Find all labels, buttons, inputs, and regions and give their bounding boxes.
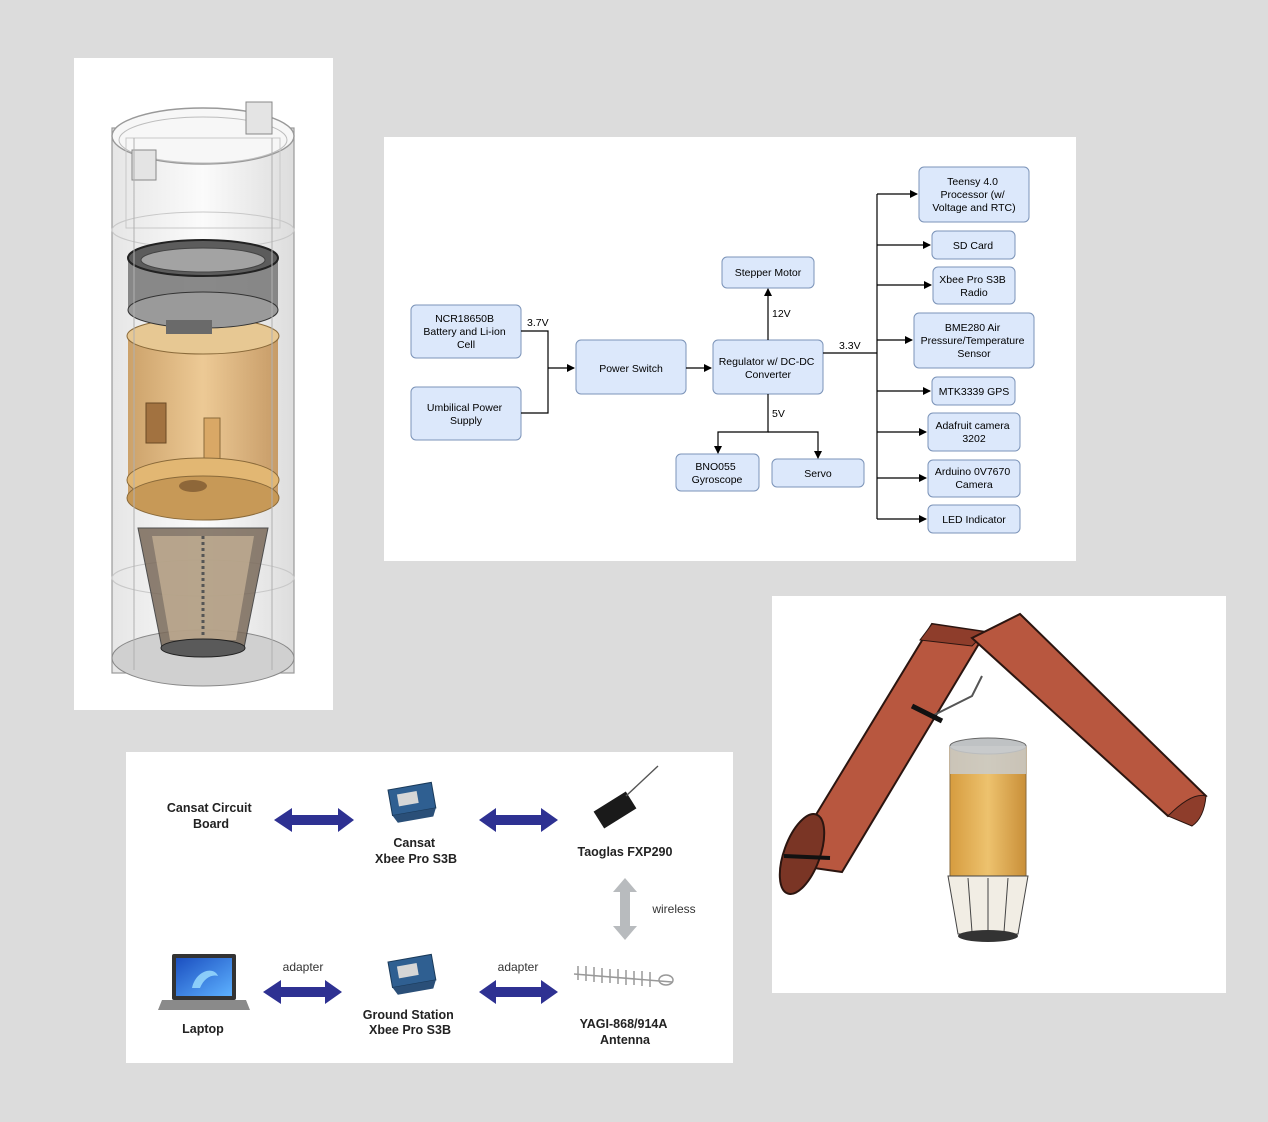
- regulator-label: Regulator w/ DC-DC Converter: [718, 356, 815, 381]
- wireless-arrow-icon: [613, 878, 637, 940]
- laptop-label: Laptop: [182, 1022, 224, 1036]
- ground-xbee-label: Ground Station Xbee Pro S3B: [362, 1008, 454, 1037]
- communication-diagram-panel: [126, 752, 733, 1063]
- adafruit-camera-label: Adafruit camera 3202: [935, 420, 1010, 445]
- double-arrow-cansat-taoglas-icon: [479, 808, 558, 832]
- voltage-3v7-label: 3.7V: [527, 317, 549, 329]
- yagi-antenna-icon: [574, 966, 673, 987]
- double-arrow-ground-yagi-icon: [479, 980, 558, 1004]
- adapter-laptop-label: adapter: [282, 960, 324, 974]
- deployed-glider-render-panel: [772, 596, 1226, 993]
- gyroscope-label: BNO055 Gyroscope: [691, 461, 743, 486]
- electrical-block-diagram-panel: [384, 137, 1076, 561]
- servo-label: Servo: [804, 468, 832, 480]
- ground-xbee-icon: [388, 954, 437, 995]
- battery-label: NCR18650B Battery and Li-ion Cell: [423, 313, 506, 351]
- double-arrow-laptop-ground-icon: [263, 980, 342, 1004]
- voltage-12v-label: 12V: [772, 308, 791, 320]
- taoglas-antenna-icon: [594, 766, 658, 829]
- led-indicator-label: LED Indicator: [942, 514, 1006, 526]
- cansat-xbee-label: Cansat Xbee Pro S3B: [375, 836, 457, 866]
- electrical-block-diagram: [384, 137, 1076, 561]
- cansat-cad-render: [74, 58, 333, 710]
- yagi-label: YAGI-868/914A Antenna: [579, 1017, 667, 1047]
- voltage-5v-label: 5V: [772, 408, 785, 420]
- gps-label: MTK3339 GPS: [938, 386, 1010, 398]
- xbee-radio-label: Xbee Pro S3B Radio: [939, 274, 1006, 299]
- double-arrow-board-cansat-icon: [274, 808, 354, 832]
- bme280-label: BME280 Air Pressure/Temperature Sensor: [920, 322, 1025, 360]
- taoglas-label: Taoglas FXP290: [577, 845, 673, 859]
- umbilical-label: Umbilical Power Supply: [426, 402, 503, 427]
- deployed-glider-render: [772, 596, 1226, 993]
- board-label: Cansat Circuit Board: [166, 801, 252, 831]
- voltage-3v3-label: 3.3V: [839, 340, 861, 352]
- adafruit-camera-box: [928, 413, 1020, 451]
- teensy-label: Teensy 4.0 Processor (w/ Voltage and RTC): [932, 176, 1016, 214]
- communication-diagram: [126, 752, 733, 1063]
- sd-card-label: SD Card: [952, 240, 994, 252]
- wireless-label: wireless: [652, 902, 696, 916]
- power-switch-label: Power Switch: [599, 363, 663, 375]
- arduino-camera-label: Arduino 0V7670 Camera: [934, 466, 1011, 491]
- adapter-yagi-label: adapter: [497, 960, 539, 974]
- cansat-xbee-icon: [388, 782, 437, 823]
- stepper-motor-label: Stepper Motor: [734, 267, 802, 279]
- cansat-cad-render-panel: [74, 58, 333, 710]
- laptop-icon: [158, 954, 250, 1010]
